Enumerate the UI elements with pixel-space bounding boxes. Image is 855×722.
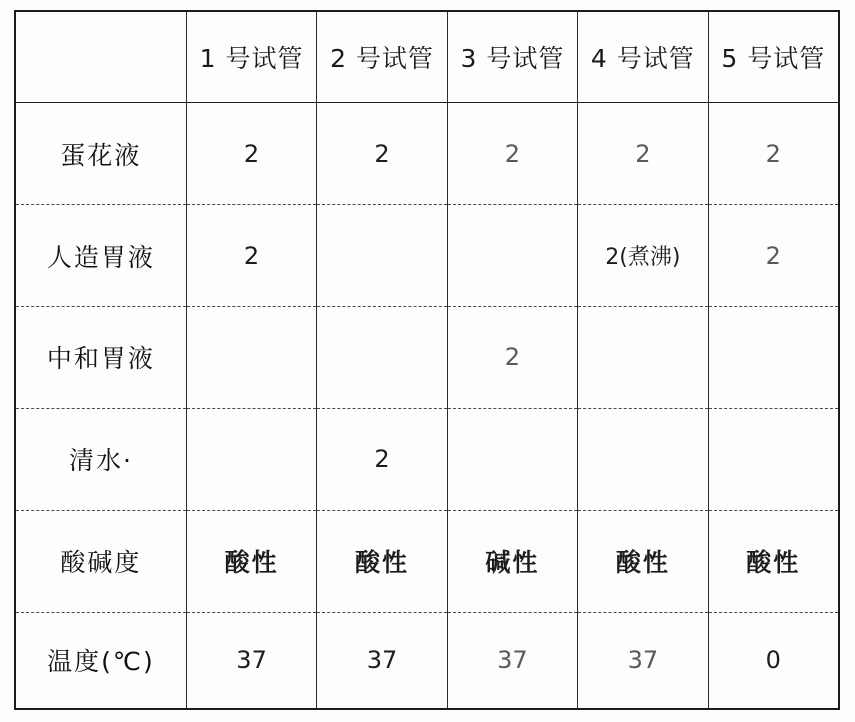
table-row [15, 510, 839, 612]
cell-ph-tube-3: 碱性 [447, 510, 577, 612]
cell-egg-liquid-tube-1: 2 [186, 103, 316, 205]
experiment-table [14, 10, 840, 710]
row-label-artificial-gastric-juice: 人造胃液 [15, 205, 186, 307]
cell-temperature-tube-3: 37 [447, 612, 577, 709]
cell-ph-tube-2: 酸性 [317, 510, 447, 612]
experiment-table-container [14, 10, 840, 710]
row-label-neutralized-gastric-juice: 中和胃液 [15, 306, 186, 408]
cell-neutralized-tube-5 [708, 306, 839, 408]
row-label-temperature: 温度(℃) [15, 612, 186, 709]
table-row [15, 205, 839, 307]
column-header-tube-1: 1 号试管 [186, 11, 316, 103]
column-header-tube-3: 3 号试管 [447, 11, 577, 103]
cell-egg-liquid-tube-3: 2 [447, 103, 577, 205]
cell-neutralized-tube-4 [578, 306, 708, 408]
cell-water-tube-2: 2 [317, 408, 447, 510]
column-header-tube-5: 5 号试管 [708, 11, 839, 103]
column-header-tube-2: 2 号试管 [317, 11, 447, 103]
column-header-tube-4: 4 号试管 [578, 11, 708, 103]
cell-temperature-tube-5: 0 [708, 612, 839, 709]
cell-ph-tube-4: 酸性 [578, 510, 708, 612]
cell-water-tube-1 [186, 408, 316, 510]
cell-egg-liquid-tube-5: 2 [708, 103, 839, 205]
cell-neutralized-tube-2 [317, 306, 447, 408]
table-row [15, 306, 839, 408]
cell-ph-tube-5: 酸性 [708, 510, 839, 612]
cell-ph-tube-1: 酸性 [186, 510, 316, 612]
table-corner-cell [15, 11, 186, 103]
cell-egg-liquid-tube-2: 2 [317, 103, 447, 205]
cell-egg-liquid-tube-4: 2 [578, 103, 708, 205]
cell-gastric-tube-5: 2 [708, 205, 839, 307]
table-row [15, 612, 839, 709]
row-label-clear-water: 清水· [15, 408, 186, 510]
cell-temperature-tube-2: 37 [317, 612, 447, 709]
cell-neutralized-tube-3: 2 [447, 306, 577, 408]
cell-temperature-tube-4: 37 [578, 612, 708, 709]
cell-water-tube-4 [578, 408, 708, 510]
cell-gastric-tube-3 [447, 205, 577, 307]
cell-gastric-tube-2 [317, 205, 447, 307]
row-label-egg-liquid: 蛋花液 [15, 103, 186, 205]
cell-gastric-tube-4: 2(煮沸) [578, 205, 708, 307]
cell-water-tube-5 [708, 408, 839, 510]
table-row [15, 103, 839, 205]
table-row [15, 408, 839, 510]
cell-gastric-tube-1: 2 [186, 205, 316, 307]
table-header-row [15, 11, 839, 103]
cell-temperature-tube-1: 37 [186, 612, 316, 709]
cell-neutralized-tube-1 [186, 306, 316, 408]
cell-water-tube-3 [447, 408, 577, 510]
row-label-ph: 酸碱度 [15, 510, 186, 612]
